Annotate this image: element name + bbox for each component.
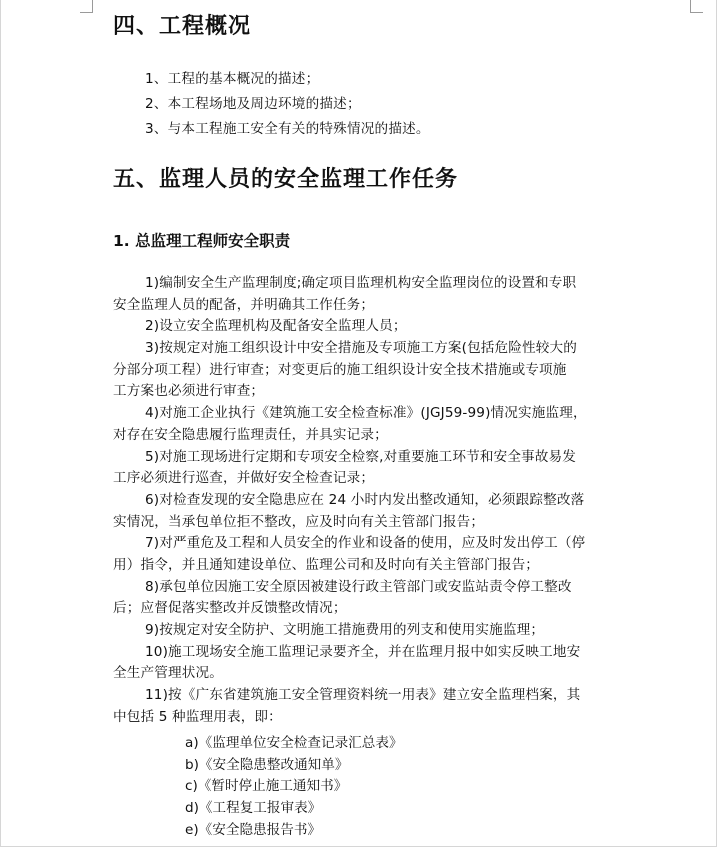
list-item: 1、工程的基本概况的描述； (145, 71, 320, 87)
paragraph-line: 用）指令，并且通知建设单位、监理公司和及时向有关主管部门报告； (113, 556, 540, 573)
form-list-item: e)《安全隐患报告书》 (185, 821, 322, 838)
subsection-heading: 1. 总监理工程师安全职责 (113, 232, 291, 250)
duties-body (113, 273, 673, 728)
form-list-item: b)《安全隐患整改通知单》 (185, 756, 349, 773)
form-list-item: c)《暂时停止施工通知书》 (185, 778, 348, 795)
paragraph-line: 中包括 5 种监理用表，即： (113, 708, 282, 725)
form-list (185, 733, 403, 841)
section-5-heading: 五、监理人员的安全监理工作任务 (113, 166, 459, 192)
paragraph-line: 5)对施工现场进行定期和专项安全检察,对重要施工环节和安全事故易发 (145, 448, 577, 465)
section-4-heading: 四、工程概况 (113, 13, 252, 39)
margin-corner-mark (80, 0, 93, 13)
paragraph-line: 实情况，当承包单位拒不整改，应及时向有关主管部门报告； (113, 513, 485, 530)
list-item: 3、与本工程施工安全有关的特殊情况的描述。 (145, 121, 430, 137)
paragraph-line: 安全监理人员的配备，并明确其工作任务； (113, 296, 375, 313)
paragraph-line: 2)设立安全监理机构及配备安全监理人员； (145, 318, 407, 335)
form-list-item: a)《监理单位安全检查记录汇总表》 (185, 735, 403, 751)
paragraph-line: 分部分项工程）进行审查；对变更后的施工组织设计安全技术措施或专项施 (113, 361, 567, 378)
paragraph-line: 7)对严重危及工程和人员安全的作业和设备的使用，应及时发出停工（停 (145, 535, 586, 552)
paragraph-line: 后；应督促落实整改并反馈整改情况； (113, 600, 347, 617)
margin-corner-mark (690, 0, 703, 13)
paragraph-line: 8)承包单位因施工安全原因被建设行政主管部门或安监站责令停工整改 (145, 578, 572, 595)
paragraph-line: 4)对施工企业执行《建筑施工安全检查标准》(JGJ59-99)情况实施监理， (145, 405, 587, 422)
section-4-item-list (145, 67, 430, 142)
paragraph-line: 9)按规定对安全防护、文明施工措施费用的列支和使用实施监理； (145, 622, 545, 638)
paragraph-line: 10)施工现场安全施工监理记录要齐全，并在监理月报中如实反映工地安 (145, 643, 581, 660)
paragraph-line: 6)对检查发现的安全隐患应在 24 小时内发出整改通知，必须跟踪整改落 (145, 491, 585, 508)
paragraph-line: 工方案也必须进行审查； (113, 383, 265, 400)
paragraph-line: 1)编制安全生产监理制度;确定项目监理机构安全监理岗位的设置和专职 (145, 275, 577, 291)
paragraph-line: 工序必须进行巡查，并做好安全检查记录； (113, 470, 375, 487)
list-item: 2、本工程场地及周边环境的描述； (145, 96, 361, 112)
form-list-item: d)《工程复工报审表》 (185, 800, 322, 817)
paragraph-line: 11)按《广东省建筑施工安全管理资料统一用表》建立安全监理档案，其 (145, 687, 581, 704)
paragraph-line: 对存在安全隐患履行监理责任，并具实记录； (113, 426, 388, 443)
paragraph-line: 3)按规定对施工组织设计中安全措施及专项施工方案(包括危险性较大的 (145, 340, 578, 357)
paragraph-line: 全生产管理状况。 (113, 665, 223, 682)
